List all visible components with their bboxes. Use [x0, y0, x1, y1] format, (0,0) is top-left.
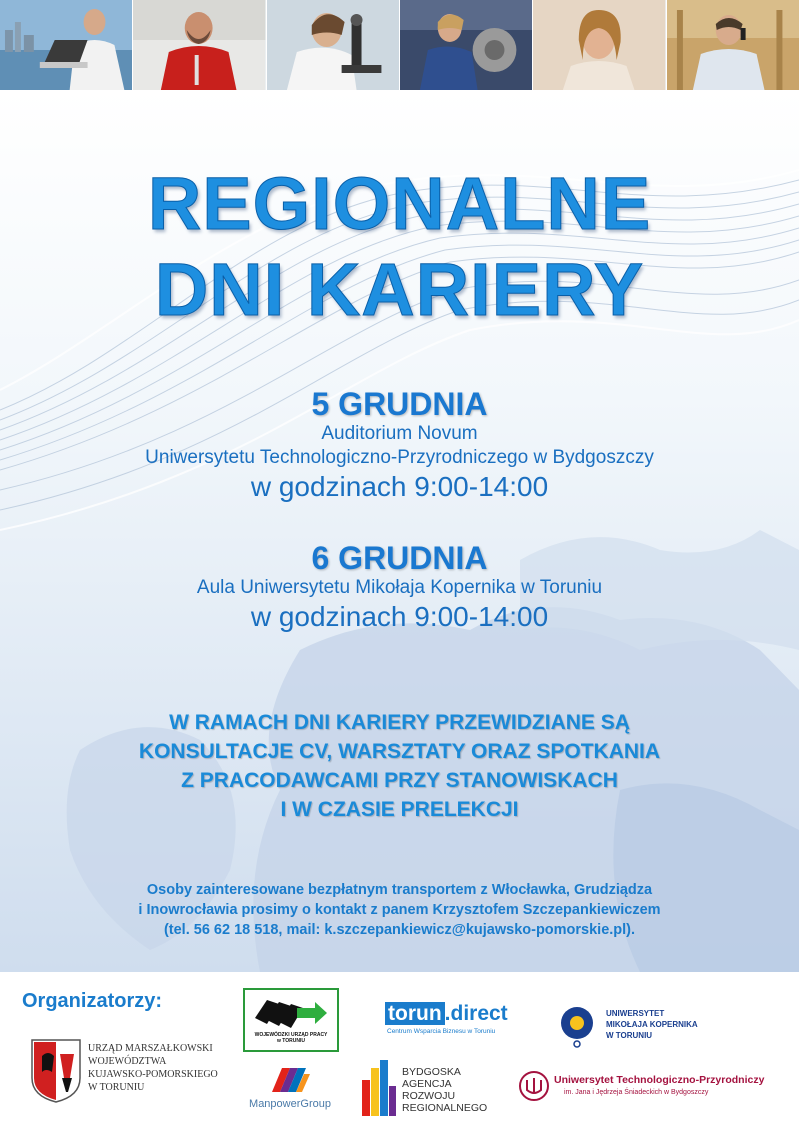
- highlight-line-4: I W CZASIE PRELEKCJI: [280, 798, 519, 821]
- transport-line-1: Osoby zainteresowane bezpłatnym transportem z Włocławka, Grudziądza: [146, 882, 653, 898]
- torun-direct-subtitle: Centrum Wsparcia Biznesu w Toruniu: [387, 1028, 496, 1035]
- highlight-line-3: Z PRACODAWCAMI PRZY STANOWISKACH: [181, 769, 618, 792]
- highlight-line-1: W RAMACH DNI KARIERY PRZEWIDZIANE SĄ: [169, 711, 630, 734]
- utp-emblem-icon: [518, 1070, 550, 1102]
- title-line-2: DNI KARIERY: [154, 248, 645, 331]
- organizers-section: [0, 972, 799, 1132]
- urzad-line-2: WOJEWÓDZTWA: [88, 1056, 167, 1067]
- umk-sun-icon: [558, 1004, 596, 1048]
- photo-chef: [133, 0, 266, 90]
- photo-scientist-microscope: [267, 0, 400, 90]
- umk-line-3: W TORUNIU: [606, 1031, 653, 1040]
- logo-wup: [243, 988, 339, 1052]
- photo-strip: [0, 0, 799, 90]
- wup-line-2: w TORUNIU: [277, 1038, 305, 1044]
- event-2-hours: w godzinach 9:00-14:00: [250, 601, 549, 632]
- photo-businessman-laptop: [0, 0, 133, 90]
- coat-of-arms-icon: [30, 1038, 82, 1104]
- utp-line-2: im. Jana i Jędrzeja Śniadeckich w Bydgoszczy: [564, 1089, 709, 1096]
- torun-direct-name-b: .direct: [444, 1002, 508, 1025]
- title-line-1: REGIONALNE: [147, 162, 652, 245]
- utp-line-1: Uniwersytet Technologiczno-Przyrodniczy: [554, 1074, 765, 1086]
- logo-barr: [362, 1060, 512, 1120]
- torun-direct-name-a: torun: [385, 1002, 445, 1025]
- logo-utp: [518, 1070, 788, 1106]
- urzad-line-4: W TORUNIU: [88, 1082, 145, 1093]
- organizers-heading: Organizatorzy:: [22, 990, 163, 1012]
- event-1-date: 5 GRUDNIA: [311, 386, 488, 422]
- program-highlight: [0, 708, 799, 824]
- transport-line-3: (tel. 56 62 18 518, mail: k.szczepankiewicz@kujawsko-pomorskie.pl).: [163, 922, 636, 938]
- event-2-venue-line-1: Aula Uniwersytetu Mikołaja Kopernika w Toruniu: [196, 577, 603, 598]
- barr-line-1: BYDGOSKA: [402, 1066, 461, 1078]
- manpower-stripes-icon: [270, 1064, 310, 1094]
- event-1-venue-line-2: Uniwersytetu Technologiczno-Przyrodniczego w Bydgoszczy: [145, 447, 654, 468]
- barr-line-4: REGIONALNEGO: [402, 1102, 488, 1114]
- manpower-name: ManpowerGroup: [249, 1098, 331, 1110]
- transport-line-2: i Inowrocławia prosimy o kontakt z panem Krzysztofem Szczepankiewiczem: [138, 902, 661, 918]
- wup-line-1: WOJEWÓDZKI URZĄD PRACY: [254, 1032, 328, 1038]
- event-1-venue-line-1: Auditorium Novum: [321, 423, 478, 444]
- urzad-line-3: KUJAWSKO-POMORSKIEGO: [88, 1069, 218, 1080]
- event-1: [0, 386, 799, 504]
- wup-cards-arrow-icon: [253, 996, 329, 1030]
- event-2: [0, 540, 799, 634]
- logo-manpower: [240, 1064, 340, 1116]
- highlight-line-2: KONSULTACJE CV, WARSZTATY ORAZ SPOTKANIA: [138, 740, 661, 763]
- umk-line-2: MIKOŁAJA KOPERNIKA: [606, 1020, 698, 1029]
- barr-line-2: AGENCJA: [402, 1078, 452, 1090]
- event-1-hours: w godzinach 9:00-14:00: [250, 471, 549, 502]
- logo-urzad-marszalkowski: [30, 1038, 230, 1108]
- umk-line-1: UNIWERSYTET: [606, 1009, 665, 1018]
- event-2-date: 6 GRUDNIA: [311, 540, 488, 576]
- photo-woman-smiling: [533, 0, 666, 90]
- urzad-line-1: URZĄD MARSZAŁKOWSKI: [88, 1043, 213, 1054]
- logo-torun-direct: [385, 1002, 515, 1042]
- logo-umk: [558, 1002, 738, 1050]
- barr-line-3: ROZWOJU: [402, 1090, 456, 1102]
- photo-worker-grinder: [400, 0, 533, 90]
- barr-blocks-icon: [362, 1060, 396, 1118]
- transport-info: [0, 880, 799, 940]
- poster-body: [0, 90, 799, 972]
- photo-man-phone: [667, 0, 799, 90]
